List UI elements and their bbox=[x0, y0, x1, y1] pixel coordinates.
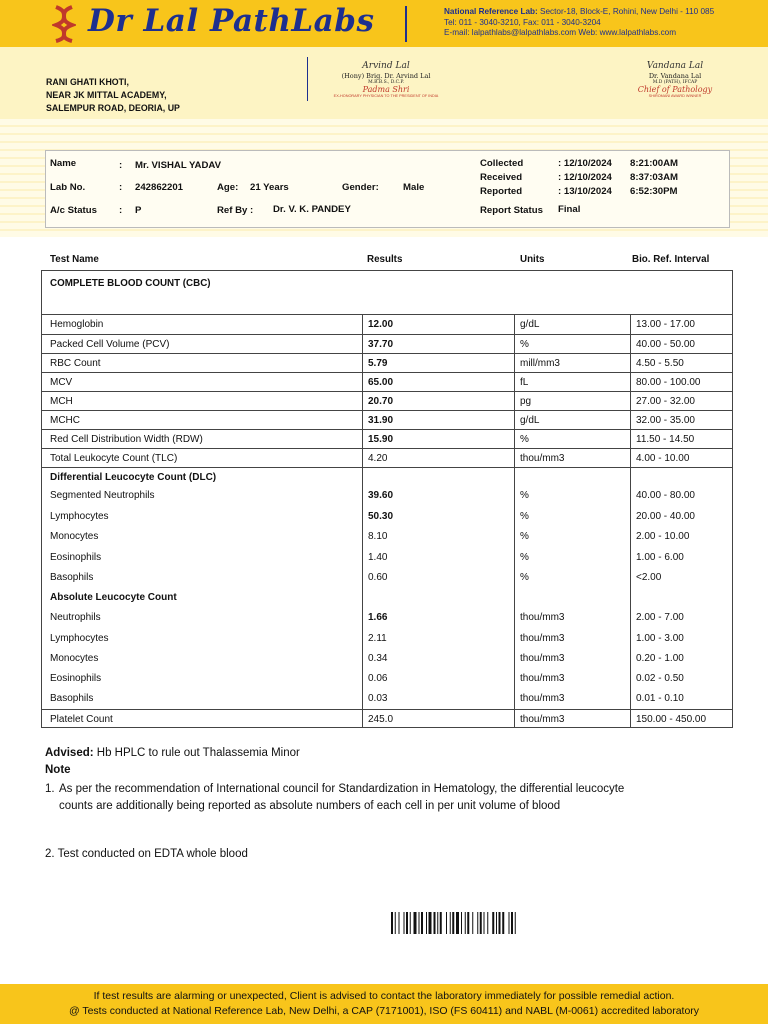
table-row bbox=[42, 548, 732, 568]
collected-label: Collected bbox=[480, 158, 524, 169]
barcode bbox=[391, 912, 557, 934]
test-ref-interval: 27.00 - 32.00 bbox=[636, 396, 695, 407]
barcode-bar bbox=[426, 912, 427, 934]
labno-colon: : bbox=[119, 182, 123, 193]
test-result: 12.00 bbox=[368, 319, 394, 330]
test-unit: % bbox=[520, 490, 529, 501]
test-unit: % bbox=[520, 511, 529, 522]
test-result: 0.03 bbox=[368, 693, 388, 704]
test-result: 245.0 bbox=[368, 714, 394, 725]
test-name: Basophils bbox=[50, 693, 94, 704]
subheader-band bbox=[0, 47, 768, 119]
barcode-bar bbox=[499, 912, 501, 934]
doctor-2-title: Chief of Pathology bbox=[637, 85, 713, 94]
test-name: Eosinophils bbox=[50, 673, 102, 684]
branch-line-1: RANI GHATI KHOTI, bbox=[46, 77, 129, 87]
subsection-title: Differential Leucocyte Count (DLC) bbox=[50, 472, 217, 483]
test-result: 65.00 bbox=[368, 377, 394, 388]
test-unit: thou/mm3 bbox=[520, 653, 565, 664]
table-row bbox=[42, 629, 732, 649]
patient-gender: Male bbox=[403, 182, 425, 193]
footer-accreditation: @ Tests conducted at National Reference Lab, New Delhi, a CAP (7171001), ISO (FS 60411) and NABL (M-0061) accredited laboratory bbox=[68, 1005, 700, 1017]
patient-age: 21 Years bbox=[250, 182, 289, 193]
table-row bbox=[42, 486, 732, 507]
barcode-bar bbox=[502, 912, 504, 934]
barcode-bar bbox=[406, 912, 408, 934]
reported-time: 6:52:30PM bbox=[630, 186, 678, 197]
subheader-divider bbox=[307, 57, 308, 101]
barcode-bar bbox=[511, 912, 513, 934]
doctor-1-qualification: M.B.B.S., D.C.P. bbox=[368, 80, 404, 85]
test-result: 5.79 bbox=[368, 358, 388, 369]
barcode-bar bbox=[456, 912, 459, 934]
barcode-bar bbox=[487, 912, 488, 934]
test-name: Monocytes bbox=[50, 653, 99, 664]
barcode-bar bbox=[496, 912, 497, 934]
barcode-bar bbox=[492, 912, 494, 934]
branch-address bbox=[46, 76, 180, 115]
test-name: Monocytes bbox=[50, 531, 99, 542]
doctor-1-name: (Hony) Brig. Dr. Arvind Lal bbox=[341, 72, 431, 80]
branch-line-2: NEAR JK MITTAL ACADEMY, bbox=[46, 90, 167, 100]
table-row bbox=[42, 608, 732, 629]
test-unit: thou/mm3 bbox=[520, 633, 565, 644]
barcode-bar bbox=[465, 912, 466, 934]
table-row bbox=[42, 709, 732, 729]
barcode-bar bbox=[509, 912, 510, 934]
advised-text: Hb HPLC to rule out Thalassemia Minor bbox=[96, 747, 300, 759]
header-bar bbox=[0, 0, 768, 47]
barcode-bar bbox=[467, 912, 469, 934]
test-result: 2.11 bbox=[368, 633, 387, 644]
ac-status-label: A/c Status bbox=[50, 205, 97, 216]
table-row bbox=[42, 391, 732, 410]
doctor-1-signature: Arvind Lal bbox=[362, 61, 410, 71]
note-2: 2. Test conducted on EDTA whole blood bbox=[45, 848, 248, 860]
test-name: Packed Cell Volume (PCV) bbox=[50, 339, 170, 350]
test-ref-interval: 4.50 - 5.50 bbox=[636, 358, 684, 369]
test-unit: fL bbox=[520, 377, 529, 388]
barcode-bar bbox=[472, 912, 473, 934]
test-unit: g/dL bbox=[520, 319, 540, 330]
barcode-bar bbox=[477, 912, 478, 934]
received-date: : 12/10/2024 bbox=[558, 172, 612, 183]
table-row bbox=[42, 649, 732, 669]
name-label: Name bbox=[50, 158, 77, 169]
barcode-bar bbox=[515, 912, 516, 934]
note-title: Note bbox=[45, 764, 71, 776]
test-ref-interval: 2.00 - 7.00 bbox=[636, 612, 684, 623]
barcode-bar bbox=[440, 912, 442, 934]
test-ref-interval: 13.00 - 17.00 bbox=[636, 319, 695, 330]
test-name: Segmented Neutrophils bbox=[50, 490, 155, 501]
table-row bbox=[42, 507, 732, 527]
reported-date: : 13/10/2024 bbox=[558, 186, 612, 197]
test-name: Total Leukocyte Count (TLC) bbox=[50, 453, 178, 464]
barcode-bar bbox=[450, 912, 451, 934]
test-ref-interval: 0.20 - 1.00 bbox=[636, 653, 684, 664]
table-row bbox=[42, 315, 732, 334]
results-table bbox=[41, 314, 733, 728]
test-unit: thou/mm3 bbox=[520, 453, 565, 464]
brand-logo-text: Dr Lal PathLabs bbox=[88, 3, 375, 39]
branch-line-3: SALEMPUR ROAD, DEORIA, UP bbox=[46, 103, 180, 113]
test-name: MCV bbox=[50, 377, 73, 388]
collected-date: : 12/10/2024 bbox=[558, 158, 612, 169]
age-label: Age: bbox=[217, 182, 239, 193]
test-ref-interval: <2.00 bbox=[636, 572, 662, 583]
section-header-box bbox=[41, 270, 733, 314]
test-ref-interval: 150.00 - 450.00 bbox=[636, 714, 707, 725]
barcode-bar bbox=[434, 912, 436, 934]
table-row bbox=[42, 689, 732, 709]
lab-number: 242862201 bbox=[135, 182, 184, 193]
test-result: 39.60 bbox=[368, 490, 394, 501]
test-name: Eosinophils bbox=[50, 552, 102, 563]
test-name: Basophils bbox=[50, 572, 94, 583]
barcode-bar bbox=[484, 912, 485, 934]
referring-doctor: Dr. V. K. PANDEY bbox=[273, 204, 351, 215]
test-unit: % bbox=[520, 531, 529, 542]
table-row bbox=[42, 372, 732, 391]
test-unit: % bbox=[520, 572, 529, 583]
barcode-bar bbox=[395, 912, 396, 934]
test-name: MCHC bbox=[50, 415, 80, 426]
test-ref-interval: 40.00 - 80.00 bbox=[636, 490, 695, 501]
test-result: 1.66 bbox=[368, 612, 388, 623]
test-ref-interval: 1.00 - 3.00 bbox=[636, 633, 684, 644]
test-unit: mill/mm3 bbox=[520, 358, 560, 369]
doctor-1-signature-block bbox=[316, 61, 456, 98]
advised-label: Advised: bbox=[45, 747, 94, 759]
test-name: Platelet Count bbox=[50, 714, 113, 725]
ref-lab-address: Sector-18, Block-E, Rohini, New Delhi - 110 085 bbox=[540, 7, 715, 16]
subsection-title: Absolute Leucocyte Count bbox=[50, 592, 177, 603]
doctor-1-title: Padma Shri bbox=[362, 85, 410, 94]
test-result: 15.90 bbox=[368, 434, 394, 445]
test-ref-interval: 2.00 - 10.00 bbox=[636, 531, 690, 542]
labno-label: Lab No. bbox=[50, 182, 86, 193]
test-unit: thou/mm3 bbox=[520, 693, 565, 704]
test-ref-interval: 4.00 - 10.00 bbox=[636, 453, 690, 464]
table-row bbox=[42, 410, 732, 429]
test-unit: thou/mm3 bbox=[520, 714, 565, 725]
ac-status-colon: : bbox=[119, 205, 123, 216]
test-result: 1.40 bbox=[368, 552, 388, 563]
ref-lab-email: E-mail: lalpathlabs@lalpathlabs.com Web: www.lalpathlabs.com bbox=[444, 28, 677, 37]
note-1 bbox=[45, 781, 645, 814]
ref-lab-label: National Reference Lab: bbox=[444, 7, 538, 16]
test-ref-interval: 32.00 - 35.00 bbox=[636, 415, 695, 426]
patient-name: Mr. VISHAL YADAV bbox=[135, 160, 222, 171]
test-unit: g/dL bbox=[520, 415, 540, 426]
test-unit: thou/mm3 bbox=[520, 612, 565, 623]
test-result: 31.90 bbox=[368, 415, 394, 426]
test-unit: thou/mm3 bbox=[520, 673, 565, 684]
collected-time: 8:21:00AM bbox=[630, 158, 678, 169]
test-ref-interval: 11.50 - 14.50 bbox=[636, 434, 695, 445]
test-unit: pg bbox=[520, 396, 532, 407]
barcode-bar bbox=[461, 912, 462, 934]
received-label: Received bbox=[480, 172, 523, 183]
barcode-bar bbox=[446, 912, 447, 934]
doctor-2-qualification: M.D (PATH), IFCAP bbox=[652, 80, 698, 85]
advised-line bbox=[45, 747, 300, 759]
received-time: 8:37:03AM bbox=[630, 172, 678, 183]
test-name: Lymphocytes bbox=[50, 633, 109, 644]
test-ref-interval: 0.02 - 0.50 bbox=[636, 673, 684, 684]
doctor-2-note: SHIROMANI AWARD WINNER bbox=[648, 94, 702, 98]
table-row bbox=[42, 334, 732, 353]
test-name: MCH bbox=[50, 396, 73, 407]
barcode-bar bbox=[399, 912, 400, 934]
test-result: 37.70 bbox=[368, 339, 394, 350]
test-unit: % bbox=[520, 339, 529, 350]
test-result: 0.06 bbox=[368, 673, 388, 684]
test-result: 4.20 bbox=[368, 453, 388, 464]
barcode-bar bbox=[429, 912, 432, 934]
barcode-bar bbox=[419, 912, 420, 934]
note-1-number: 1. bbox=[45, 783, 55, 795]
test-ref-interval: 40.00 - 50.00 bbox=[636, 339, 695, 350]
barcode-bar bbox=[437, 912, 438, 934]
doctor-2-signature-block bbox=[620, 61, 730, 98]
barcode-bar bbox=[480, 912, 482, 934]
name-colon: : bbox=[119, 160, 123, 171]
col-header-bio-ref: Bio. Ref. Interval bbox=[632, 254, 710, 265]
gender-label: Gender: bbox=[342, 182, 379, 193]
footer-bar bbox=[0, 984, 768, 1024]
test-name: Lymphocytes bbox=[50, 511, 109, 522]
doctor-2-name: Dr. Vandana Lal bbox=[648, 72, 702, 80]
table-row bbox=[42, 429, 732, 448]
barcode-bar bbox=[391, 912, 393, 934]
col-header-results: Results bbox=[367, 254, 403, 265]
test-result: 8.10 bbox=[368, 531, 388, 542]
test-result: 0.60 bbox=[368, 572, 388, 583]
footer-disclaimer: If test results are alarming or unexpected, Client is advised to contact the laboratory immediately for possible remedial action. bbox=[93, 990, 675, 1002]
test-ref-interval: 80.00 - 100.00 bbox=[636, 377, 701, 388]
table-row bbox=[42, 588, 732, 608]
test-unit: % bbox=[520, 434, 529, 445]
test-result: 0.34 bbox=[368, 653, 388, 664]
report-status-value: Final bbox=[558, 204, 581, 215]
report-status-label: Report Status bbox=[480, 205, 543, 216]
note-1-text: As per the recommendation of International council for Standardization in Hematology, the differential leucocyte counts are additionally being reported as absolute numbers of each cell in per unit volume of blood bbox=[59, 783, 625, 812]
test-result: 50.30 bbox=[368, 511, 394, 522]
dna-logo-icon bbox=[52, 5, 76, 43]
reported-label: Reported bbox=[480, 186, 523, 197]
test-name: Neutrophils bbox=[50, 612, 101, 623]
table-row bbox=[42, 568, 732, 588]
section-title: COMPLETE BLOOD COUNT (CBC) bbox=[50, 278, 211, 289]
test-name: Red Cell Distribution Width (RDW) bbox=[50, 434, 203, 445]
doctor-2-signature: Vandana Lal bbox=[646, 61, 704, 71]
test-ref-interval: 20.00 - 40.00 bbox=[636, 511, 695, 522]
test-ref-interval: 0.01 - 0.10 bbox=[636, 693, 684, 704]
test-name: Hemoglobin bbox=[50, 319, 104, 330]
barcode-bar bbox=[410, 912, 411, 934]
table-row bbox=[42, 467, 732, 486]
barcode-bar bbox=[414, 912, 417, 934]
test-ref-interval: 1.00 - 6.00 bbox=[636, 552, 684, 563]
col-header-test-name: Test Name bbox=[50, 254, 99, 265]
table-row bbox=[42, 527, 732, 548]
table-row bbox=[42, 669, 732, 689]
table-row bbox=[42, 448, 732, 467]
barcode-bar bbox=[404, 912, 405, 934]
test-name: RBC Count bbox=[50, 358, 101, 369]
table-row bbox=[42, 353, 732, 372]
barcode-bar bbox=[452, 912, 454, 934]
ac-status-value: P bbox=[135, 205, 142, 216]
col-header-units: Units bbox=[520, 254, 545, 265]
barcode-bar bbox=[421, 912, 423, 934]
ref-lab-phone: Tel: 011 - 3040-3210, Fax: 011 - 3040-3204 bbox=[444, 17, 601, 27]
refby-label: Ref By : bbox=[217, 205, 254, 216]
doctor-1-note: EX-HONORARY PHYSICIAN TO THE PRESIDENT OF INDIA bbox=[333, 94, 439, 98]
reference-lab-info bbox=[444, 7, 714, 39]
test-unit: % bbox=[520, 552, 529, 563]
header-divider bbox=[405, 6, 407, 42]
test-result: 20.70 bbox=[368, 396, 394, 407]
